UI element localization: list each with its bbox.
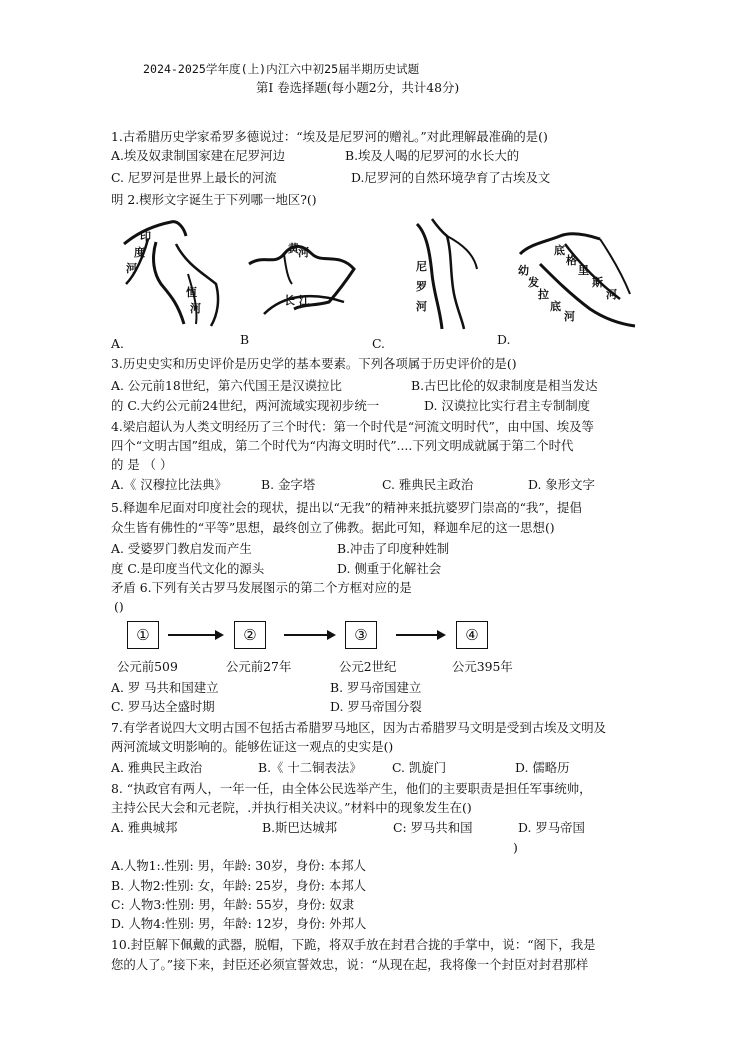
map-a-label-5: 河 bbox=[190, 302, 201, 315]
q2-stem: 明 2.楔形文字诞生于下列哪一地区?() bbox=[111, 192, 317, 207]
map-d-label-6: 底 bbox=[554, 244, 565, 257]
map-d-label-1: 幼 bbox=[518, 264, 529, 277]
q10-line-1: 10.封臣解下佩戴的武器，脱帽，下跪，将双手放在封君合拢的手掌中，说：“阁下，我是 bbox=[111, 937, 596, 952]
q4-option-c: C. 雅典民主政治 bbox=[382, 477, 474, 492]
timeline-box-3 bbox=[345, 621, 377, 649]
q7-option-b: B.《 十二铜表法》 bbox=[258, 760, 362, 775]
q8-option-d: D. 罗马帝国 bbox=[518, 820, 585, 835]
q4-option-b: B. 金字塔 bbox=[261, 477, 316, 492]
map-d-label-3: 拉 bbox=[538, 288, 549, 301]
map-d-label-5: 河 bbox=[564, 310, 575, 323]
q8-option-c: C: 罗马共和国 bbox=[393, 820, 473, 835]
q1-option-c: C. 尼罗河是世界上最长的河流 bbox=[111, 170, 277, 185]
arrow-3 bbox=[396, 634, 444, 636]
q7-line-2: 两河流域文明影响的。能够佐证这一观点的史实是() bbox=[111, 739, 394, 754]
q6-paren: () bbox=[114, 599, 124, 614]
q3-option-c: 的 C.大约公元前24世纪，两河流域实现初步统一 bbox=[111, 398, 380, 413]
q7-line-1: 7.有学者说四大文明古国不包括古希腊罗马地区，因为古希腊罗马文明是受到古埃及文明及 bbox=[111, 720, 607, 735]
map-d-label-4: 底 bbox=[550, 300, 561, 313]
map-d-label-10: 河 bbox=[606, 288, 617, 301]
q9-option-b: B. 人物2:性别: 女，年龄: 25岁，身份: 本邦人 bbox=[111, 878, 367, 893]
timeline-box-1-label: ① bbox=[136, 626, 150, 644]
q3-option-b: B.古巴比伦的奴隶制度是相当发达 bbox=[411, 378, 598, 393]
q4-option-a: A.《 汉穆拉比法典》 bbox=[111, 477, 227, 492]
q1-option-b: B.埃及人喝的尼罗河的水长大的 bbox=[345, 148, 520, 163]
q6-option-c: C. 罗马达全盛时期 bbox=[111, 699, 215, 714]
map-d-label-7: 格 bbox=[566, 254, 577, 267]
q7-option-a: A. 雅典民主政治 bbox=[111, 760, 203, 775]
map-d-label-9: 斯 bbox=[592, 276, 603, 289]
q4-option-d: D. 象形文字 bbox=[528, 477, 595, 492]
timeline-box-2-label: ② bbox=[243, 626, 257, 644]
q4-line-2: 四个“文明古国”组成，第二个时代为“内海文明时代”....下列文明成就属于第二个时代 bbox=[111, 438, 574, 453]
q1-option-d: D.尼罗河的自然环境孕育了古埃及文 bbox=[351, 170, 551, 185]
timeline-label-3: 公元2世纪 bbox=[339, 659, 397, 674]
q4-line-3: 的 是 （ ） bbox=[111, 457, 173, 472]
arrow-2 bbox=[284, 634, 334, 636]
q2-option-b: B bbox=[240, 332, 250, 347]
exam-title: 2024-2025学年度(上)内江六中初25届半期历史试题 bbox=[143, 62, 420, 76]
q3-stem: 3.历史史实和历史评价是历史学的基本要素。下列各项属于历史评价的是() bbox=[111, 356, 517, 371]
q2-option-c: C. bbox=[372, 336, 385, 351]
map-b-label-2: 河 bbox=[298, 246, 309, 259]
arrow-1 bbox=[168, 634, 222, 636]
timeline-box-2 bbox=[234, 621, 266, 649]
map-a-label-2: 度 bbox=[134, 246, 145, 259]
timeline-box-4 bbox=[456, 621, 488, 649]
map-a-label-1: 印 bbox=[140, 230, 151, 243]
map-a-label-3: 河 bbox=[126, 262, 137, 275]
timeline-box-3-label: ③ bbox=[354, 626, 368, 644]
q8-line-1: 8. “执政官有两人，一年一任，由全体公民选举产生，他们的主要职责是担任军事统帅， bbox=[111, 781, 592, 796]
q5-option-b: B.冲击了印度种姓制 bbox=[337, 541, 450, 556]
map-b-label-3: 长 江 bbox=[284, 294, 310, 307]
q6-option-a: A. 罗 马共和国建立 bbox=[111, 680, 219, 695]
map-c-label-3: 河 bbox=[416, 300, 427, 313]
q1-option-a: A.埃及奴隶制国家建在尼罗河边 bbox=[111, 148, 285, 163]
timeline-label-4: 公元395年 bbox=[452, 659, 513, 674]
q8-option-a: A. 雅典城邦 bbox=[111, 820, 178, 835]
q4-line-1: 4.梁启超认为人类文明经历了三个时代：第一个时代是“河流文明时代”，由中国、埃及等 bbox=[111, 419, 594, 434]
map-option-d bbox=[510, 214, 640, 334]
q8-option-b: B.斯巴达城邦 bbox=[262, 820, 337, 835]
q6-option-b: B. 罗马帝国建立 bbox=[330, 680, 422, 695]
timeline-label-1: 公元前509 bbox=[117, 659, 178, 674]
q1-stem: 1.古希腊历史学家希罗多德说过：“埃及是尼罗河的赠礼。”对此理解最准确的是() bbox=[111, 129, 548, 144]
q3-option-d: D. 汉谟拉比实行君主专制制度 bbox=[424, 398, 591, 413]
q8-line-2: 主持公民大会和元老院，.并执行相关决议。”材料中的现象发生在() bbox=[111, 800, 472, 815]
q7-option-c: C. 凯旋门 bbox=[392, 760, 447, 775]
q5-line-2: 众生皆有佛性的“平等”思想，最终创立了佛教。据此可知，释迦牟尼的这一思想() bbox=[111, 520, 555, 535]
q2-option-d: D. bbox=[497, 332, 511, 347]
map-b-label-1: 黄 bbox=[288, 242, 299, 255]
timeline-box-1 bbox=[127, 621, 159, 649]
q5-option-c: 度 C.是印度当代文化的源头 bbox=[111, 561, 265, 576]
map-option-b bbox=[244, 224, 364, 334]
q7-option-d: D. 儒略历 bbox=[515, 760, 570, 775]
map-c-label-1: 尼 bbox=[416, 260, 427, 273]
q2-option-a: A. bbox=[111, 336, 124, 351]
q9-option-a: A.人物1:.性别: 男，年龄: 30岁，身份: 本邦人 bbox=[111, 858, 366, 873]
q5-option-a: A. 受婆罗门教启发而产生 bbox=[111, 541, 252, 556]
q8-paren: ) bbox=[513, 840, 518, 855]
q6-stem: 矛盾 6.下列有关古罗马发展图示的第二个方框对应的是 bbox=[111, 580, 412, 595]
section-title: 第I 卷选择题(每小题2分，共计48分) bbox=[256, 80, 460, 95]
q6-option-d: D. 罗马帝国分裂 bbox=[330, 699, 422, 714]
map-a-label-4: 恒 bbox=[186, 286, 197, 299]
map-option-a bbox=[116, 214, 226, 334]
timeline-box-4-label: ④ bbox=[465, 626, 479, 644]
q5-line-1: 5.释迦牟尼面对印度社会的现状，提出以“无我”的精神来抵抗婆罗门崇高的“我”，提倡 bbox=[111, 500, 582, 515]
map-option-c bbox=[402, 214, 482, 334]
q9-option-c: C: 人物3:性别: 男，年龄: 55岁，身份: 奴隶 bbox=[111, 897, 355, 912]
map-d-label-8: 里 bbox=[578, 264, 589, 277]
timeline-label-2: 公元前27年 bbox=[226, 659, 292, 674]
q5-option-d: D. 侧重于化解社会 bbox=[337, 561, 442, 576]
q9-option-d: D. 人物4:性别: 男，年龄: 12岁，身份: 外邦人 bbox=[111, 916, 367, 931]
map-c-label-2: 罗 bbox=[416, 280, 427, 293]
q10-line-2: 您的人了。”接下来，封臣还必须宣誓效忠，说：“从现在起，我将像一个封臣对封君那样 bbox=[111, 957, 589, 972]
map-d-label-2: 发 bbox=[528, 276, 539, 289]
q3-option-a: A. 公元前18世纪，第六代国王是汉谟拉比 bbox=[111, 378, 342, 393]
